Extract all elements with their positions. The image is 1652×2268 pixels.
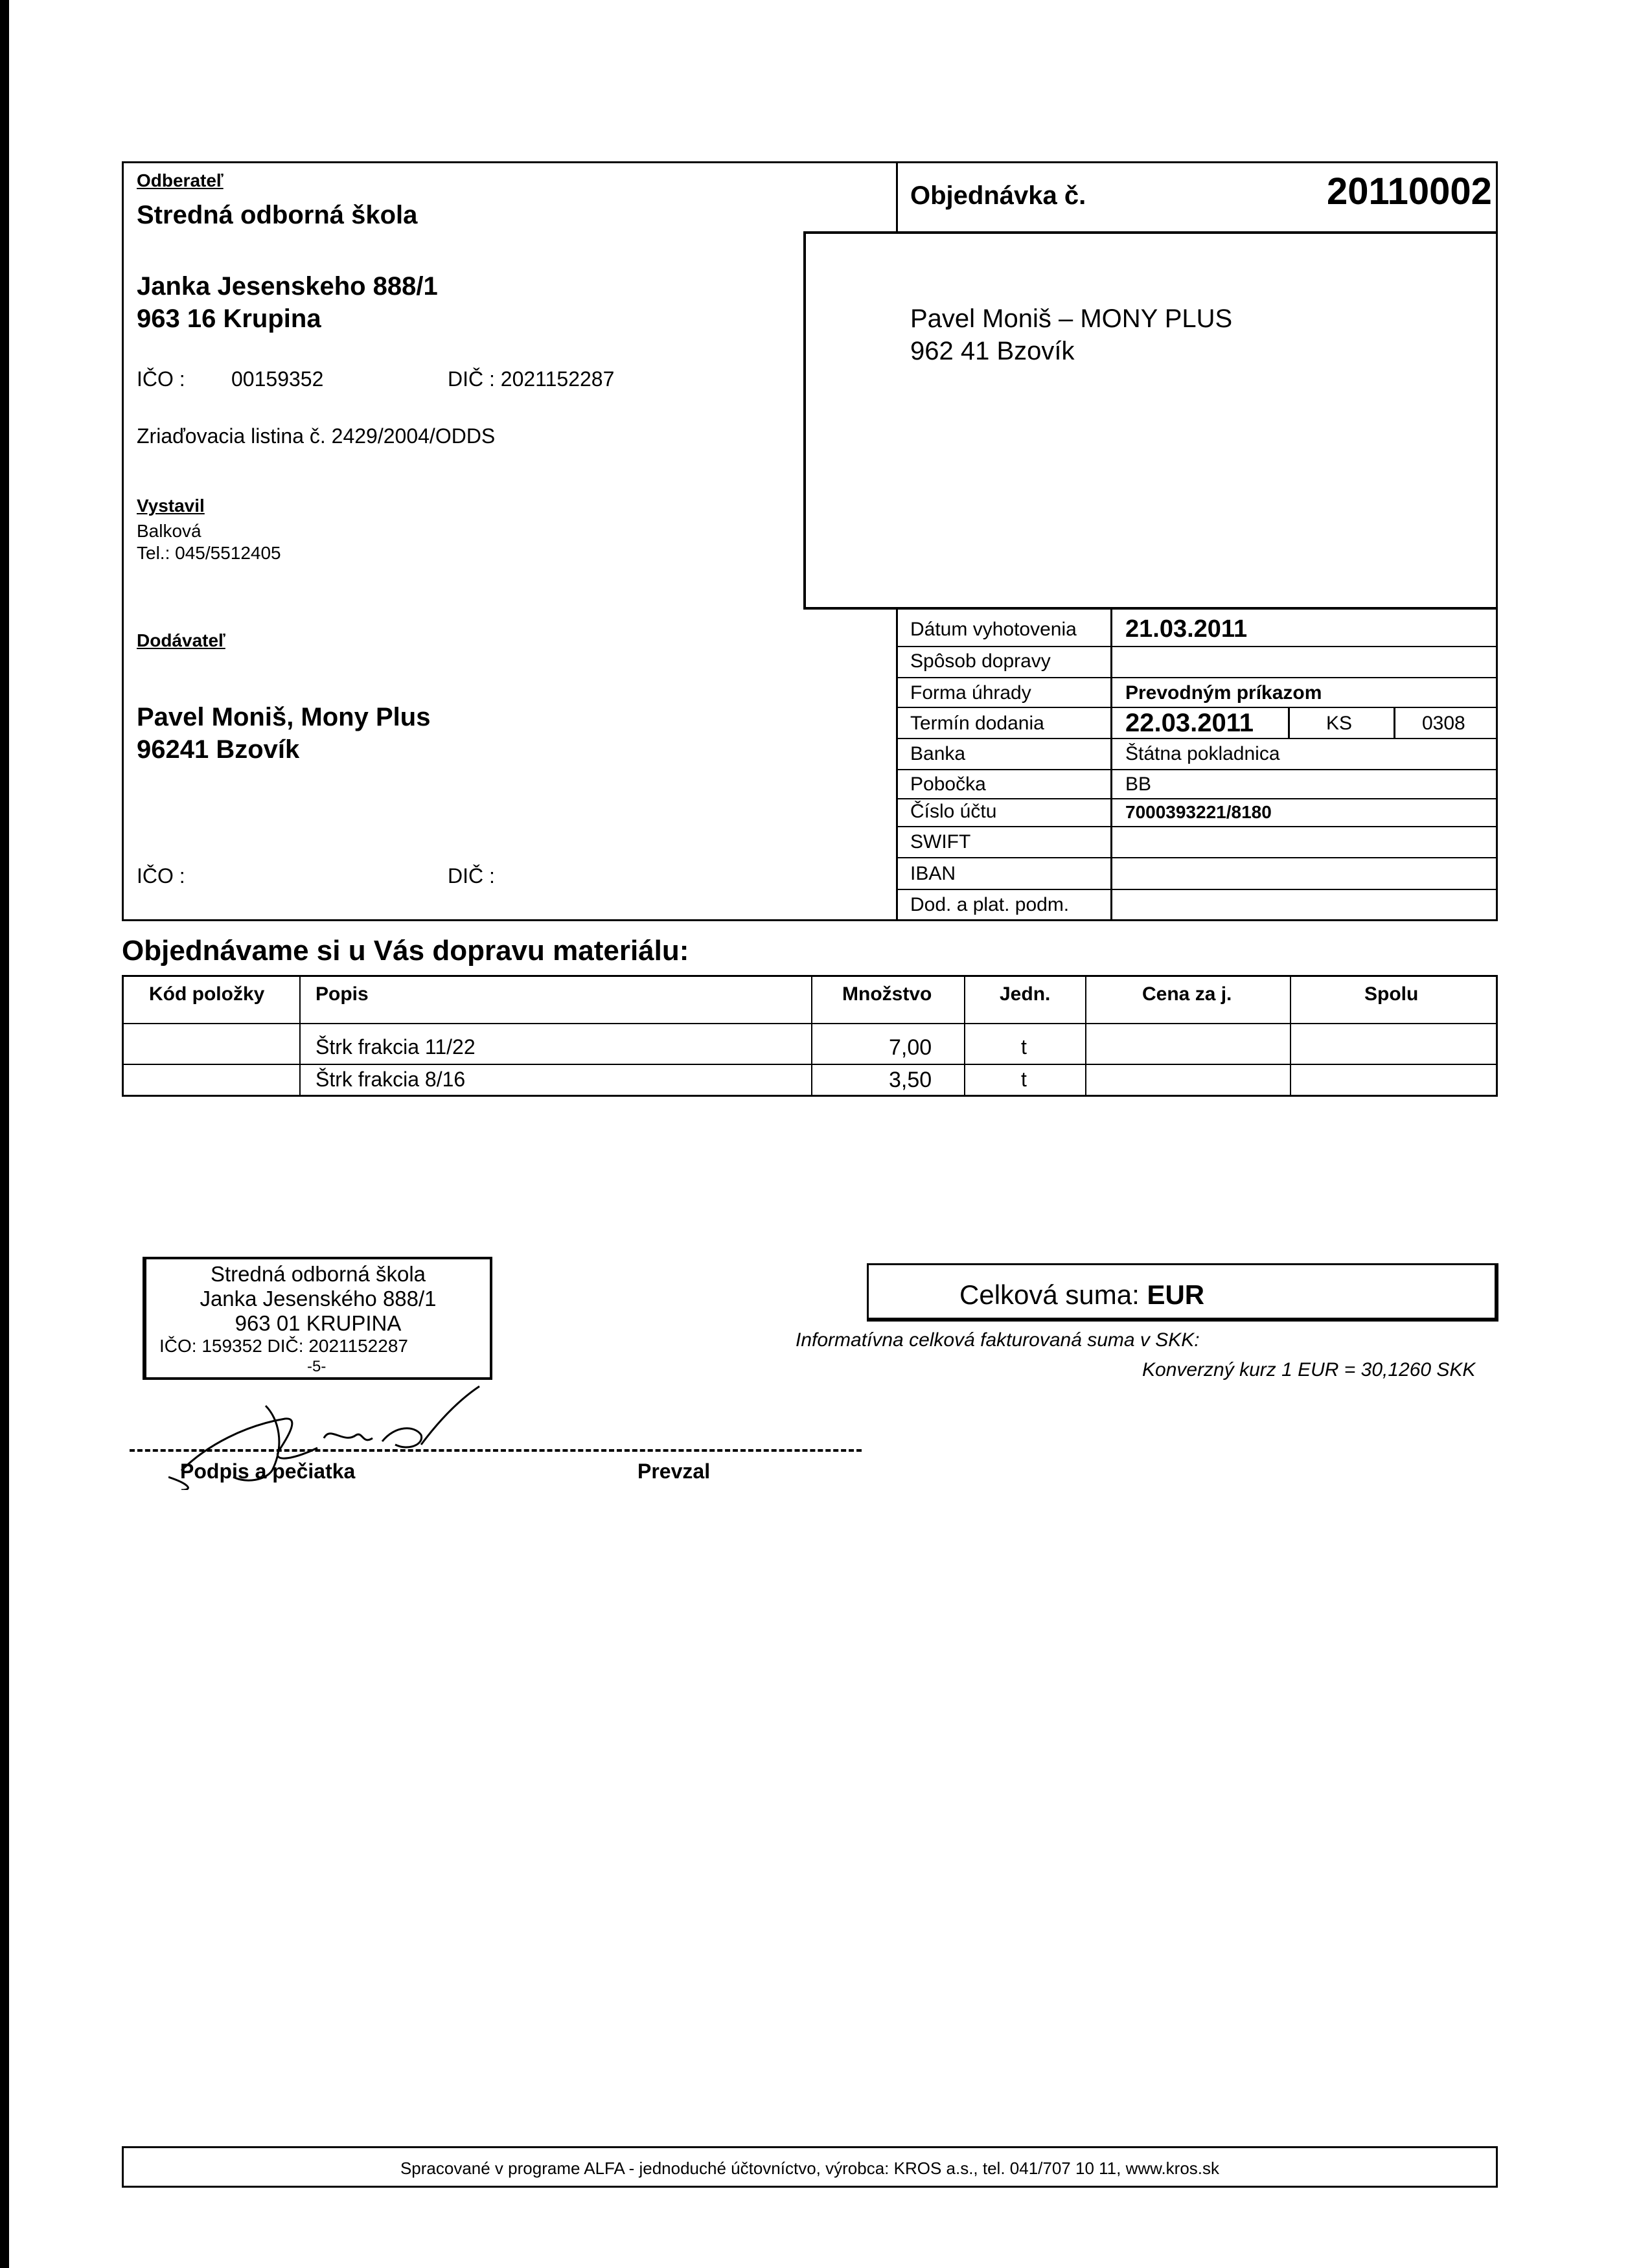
received-label: Prevzal — [637, 1460, 711, 1483]
total-box — [867, 1263, 1498, 1322]
bank-value: Štátna pokladnica — [1125, 743, 1280, 764]
order-divider — [896, 161, 898, 231]
supplier-ico-label: IČO : — [137, 864, 185, 888]
buyer-ico: 00159352 — [231, 367, 324, 391]
col-header-code: Kód položky — [149, 983, 265, 1005]
issuer-phone: Tel.: 045/5512405 — [137, 543, 281, 563]
footer-box — [122, 2146, 1498, 2188]
recipient-box-bottom — [803, 607, 1498, 610]
buyer-city: 963 16 Krupina — [137, 304, 321, 333]
total-info: Informatívna celková fakturovaná suma v SKK: — [796, 1329, 1200, 1351]
buyer-dic: DIČ : 2021152287 — [448, 367, 615, 391]
row-desc: Štrk frakcia 11/22 — [315, 1035, 476, 1059]
buyer-street: Janka Jesenskeho 888/1 — [137, 272, 438, 301]
buyer-charter: Zriaďovacia listina č. 2429/2004/ODDS — [137, 424, 496, 448]
buyer-name: Stredná odborná škola — [137, 201, 418, 229]
issuer-heading: Vystavil — [137, 496, 205, 516]
stamp-line3: 963 01 KRUPINA — [235, 1311, 402, 1335]
row-unit: t — [1021, 1068, 1027, 1091]
order-number: 20110002 — [1327, 170, 1492, 212]
supplier-dic-label: DIČ : — [448, 864, 495, 888]
issue-date-label: Dátum vyhotovenia — [910, 619, 1077, 640]
buyer-ico-label: IČO : — [137, 367, 185, 391]
frame-right — [1496, 161, 1498, 921]
transport-label: Spôsob dopravy — [910, 650, 1051, 672]
bank-label: Banka — [910, 743, 966, 764]
issuer-name: Balková — [137, 521, 201, 541]
col-header-price: Cena za j. — [1142, 983, 1232, 1005]
col-header-unit: Jedn. — [1000, 983, 1051, 1005]
payment-label: Forma úhrady — [910, 682, 1031, 704]
footer-text: Spracované v programe ALFA - jednoduché účtovníctvo, výrobca: KROS a.s., tel. 041/707 10 11, www.kros.sk — [400, 2159, 1220, 2178]
stamp-line4: IČO: 159352 DIČ: 2021152287 — [159, 1336, 408, 1356]
order-intro: Objednávame si u Vás dopravu materiálu: — [122, 935, 689, 967]
stamp-line5: -5- — [307, 1358, 327, 1375]
account-value: 7000393221/8180 — [1125, 802, 1272, 822]
row-unit: t — [1021, 1035, 1027, 1059]
col-header-qty: Množstvo — [842, 983, 932, 1005]
stamp-line2: Janka Jesenského 888/1 — [200, 1287, 437, 1311]
frame-left — [122, 161, 124, 921]
delivery-date: 22.03.2011 — [1125, 709, 1254, 737]
recipient-box-left — [803, 231, 806, 609]
branch-label: Pobočka — [910, 773, 986, 795]
ks-value: 0308 — [1422, 713, 1465, 734]
row-qty: 3,50 — [889, 1068, 932, 1092]
row-desc: Štrk frakcia 8/16 — [315, 1068, 466, 1091]
terms-label: Dod. a plat. podm. — [910, 894, 1070, 915]
supplier-city: 96241 Bzovík — [137, 735, 300, 764]
payment-value: Prevodným príkazom — [1125, 682, 1322, 704]
total-label-text: Celková suma: — [959, 1279, 1140, 1310]
delivery-label: Termín dodania — [910, 713, 1044, 734]
row-qty: 7,00 — [889, 1035, 932, 1060]
frame-top — [122, 161, 1498, 163]
recipient-line2: 962 41 Bzovík — [910, 337, 1075, 365]
sign-label: Podpis a pečiatka — [180, 1460, 356, 1483]
exchange-rate: Konverzný kurz 1 EUR = 30,1260 SKK — [1142, 1359, 1476, 1380]
supplier-name: Pavel Moniš, Mony Plus — [137, 703, 431, 731]
frame-bottom — [122, 919, 1498, 921]
signature-line — [130, 1449, 862, 1452]
school-stamp — [143, 1257, 492, 1380]
total-currency: EUR — [1147, 1279, 1205, 1310]
col-header-desc: Popis — [315, 983, 369, 1005]
order-label: Objednávka č. — [910, 181, 1086, 210]
supplier-heading: Dodávateľ — [137, 630, 225, 650]
recipient-line1: Pavel Moniš – MONY PLUS — [910, 304, 1233, 333]
ks-label: KS — [1326, 713, 1353, 734]
recipient-box-top — [803, 231, 1498, 234]
account-label: Číslo účtu — [910, 801, 997, 822]
branch-value: BB — [1125, 773, 1152, 795]
buyer-heading: Odberateľ — [137, 170, 224, 190]
issue-date: 21.03.2011 — [1125, 615, 1248, 643]
iban-label: IBAN — [910, 863, 956, 884]
total-label — [959, 1279, 1204, 1311]
stamp-line1: Stredná odborná škola — [210, 1262, 426, 1286]
col-header-total: Spolu — [1364, 983, 1419, 1005]
scan-edge — [0, 0, 9, 2268]
swift-label: SWIFT — [910, 831, 971, 853]
